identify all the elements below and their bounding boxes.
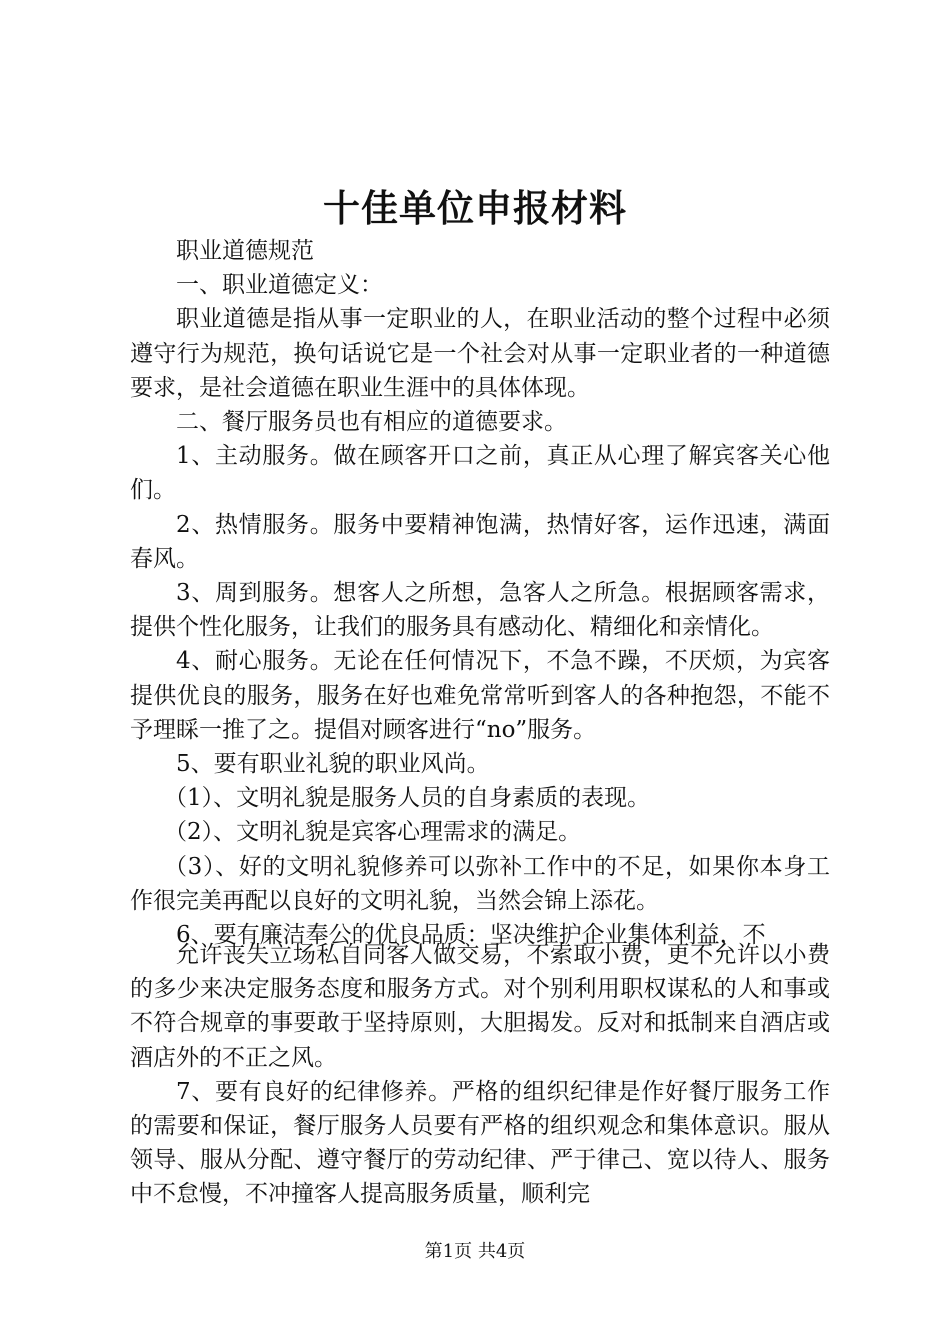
body-block-2: [130, 938, 830, 1212]
paragraph: 职业道德是指从事一定职业的人，在职业活动的整个过程中必须遵守行为规范，换句话说它是一个社会对从事一定职业者的一种道德要求，是社会道德在职业生涯中的具体体现。: [130, 306, 830, 401]
page-footer: 第1页 共4页: [424, 1241, 526, 1262]
paragraph: 允许丧失立场私自同客人做交易，不索取小费，更不允许以小费的多少来决定服务态度和服务方式。对个别利用职权谋私的人和事或不符合规章的事要敢于坚持原则，大胆揭发。反对和抵制来自酒店或酒店外的不正之风。: [130, 942, 830, 1071]
paragraph: 4、耐心服务。无论在任何情况下，不急不躁，不厌烦，为宾客提供优良的服务，服务在好也难免常常听到客人的各种抱怨，不能不予理睬一推了之。提倡对顾客进行“no”服务。: [130, 648, 830, 743]
paragraph: 二、餐厅服务员也有相应的道德要求。: [176, 409, 567, 436]
document-title: 十佳单位申报材料: [323, 186, 627, 230]
paragraph: 6、要有廉洁奉公的优良品质：坚决维护企业集体利益，不: [176, 922, 766, 949]
paragraph: （1）、文明礼貌是服务人员的自身素质的表现。: [164, 785, 651, 812]
paragraph: 2、热情服务。服务中要精神饱满，热情好客，运作迅速，满面春风。: [130, 511, 830, 572]
body-block-1: [130, 234, 830, 952]
paragraph: 职业道德规范: [176, 238, 314, 264]
paragraph: 7、要有良好的纪律修养。严格的组织纪律是作好餐厅服务工作的需要和保证，餐厅服务人员要有严格的组织观念和集体意识。服从领导、服从分配、遵守餐厅的劳动纪律、严于律己、宽以待人、服务中不怠慢，不冲撞客人提高服务质量，顺利完: [130, 1078, 830, 1208]
paragraph: 1、主动服务。做在顾客开口之前，真正从心理了解宾客关心他们。: [130, 443, 830, 504]
paragraph: （2）、文明礼貌是宾客心理需求的满足。: [164, 819, 582, 846]
paragraph: 一、职业道德定义：: [176, 272, 383, 299]
paragraph: （3）、好的文明礼貌修养可以弥补工作中的不足，如果你本身工作很完美再配以良好的文明礼貌，当然会锦上添花。: [130, 853, 830, 914]
paragraph: 5、要有职业礼貌的职业风尚。: [176, 751, 490, 778]
paragraph: 3、周到服务。想客人之所想，急客人之所急。根据顾客需求，提供个性化服务，让我们的服务具有感动化、精细化和亲情化。: [130, 580, 830, 641]
